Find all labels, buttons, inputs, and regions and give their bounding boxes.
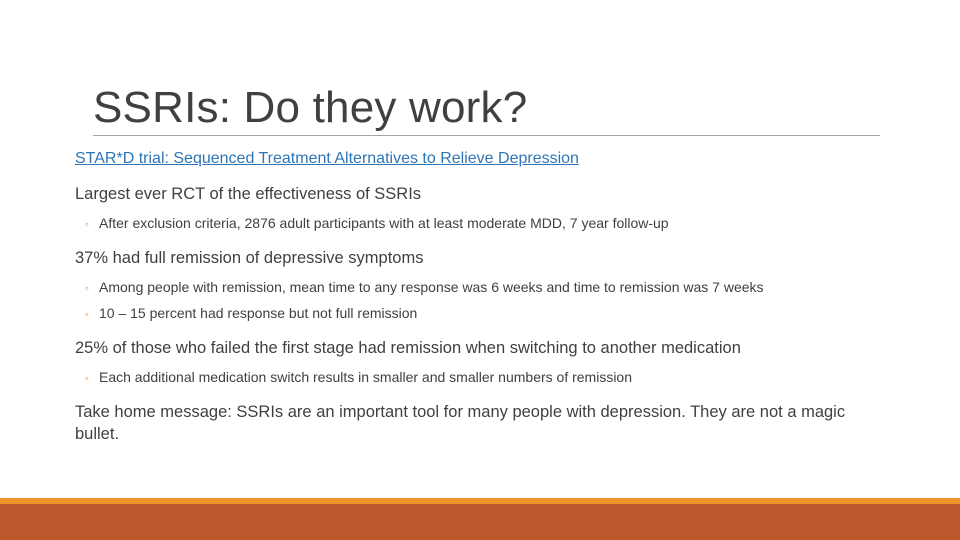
point-3 <box>75 337 895 391</box>
subpoint-text: 10 – 15 percent had response but not full remission <box>99 305 418 321</box>
bullet-icon: ◦ <box>85 309 89 321</box>
point-text: Largest ever RCT of the effectiveness of SSRIs <box>75 185 422 203</box>
subpoint-text: Among people with remission, mean time to any response was 6 weeks and time to remission was 7 weeks <box>99 279 764 295</box>
subpoint <box>85 365 895 391</box>
point-2 <box>75 247 895 327</box>
slide-title: SSRIs: Do they work? <box>93 83 528 132</box>
point-text: 37% had full remission of depressive symptoms <box>75 249 424 267</box>
subpoint <box>85 301 895 327</box>
point-text: 25% of those who failed the first stage had remission when switching to another medication <box>75 339 741 357</box>
subpoint-list <box>75 365 895 391</box>
point-1 <box>75 183 895 237</box>
footer-bar <box>0 504 960 540</box>
subpoint <box>85 275 895 301</box>
subpoint <box>85 211 895 237</box>
subpoint-list <box>75 275 895 327</box>
subpoint-text: After exclusion criteria, 2876 adult participants with at least moderate MDD, 7 year follow-up <box>99 215 669 231</box>
star-d-trial-link[interactable]: STAR*D trial: Sequenced Treatment Alternatives to Relieve Depression <box>75 150 579 167</box>
subpoint-text: Each additional medication switch results in smaller and smaller numbers of remission <box>99 369 633 385</box>
bullet-icon: ◦ <box>85 283 89 295</box>
slide-content <box>75 148 895 451</box>
bullet-icon: ◦ <box>85 219 89 231</box>
bullet-icon: ◦ <box>85 373 89 385</box>
title-divider <box>93 135 880 136</box>
subpoint-list <box>75 211 895 237</box>
takehome-message: Take home message: SSRIs are an important tool for many people with depression. They are not a magic bullet. <box>75 403 846 443</box>
